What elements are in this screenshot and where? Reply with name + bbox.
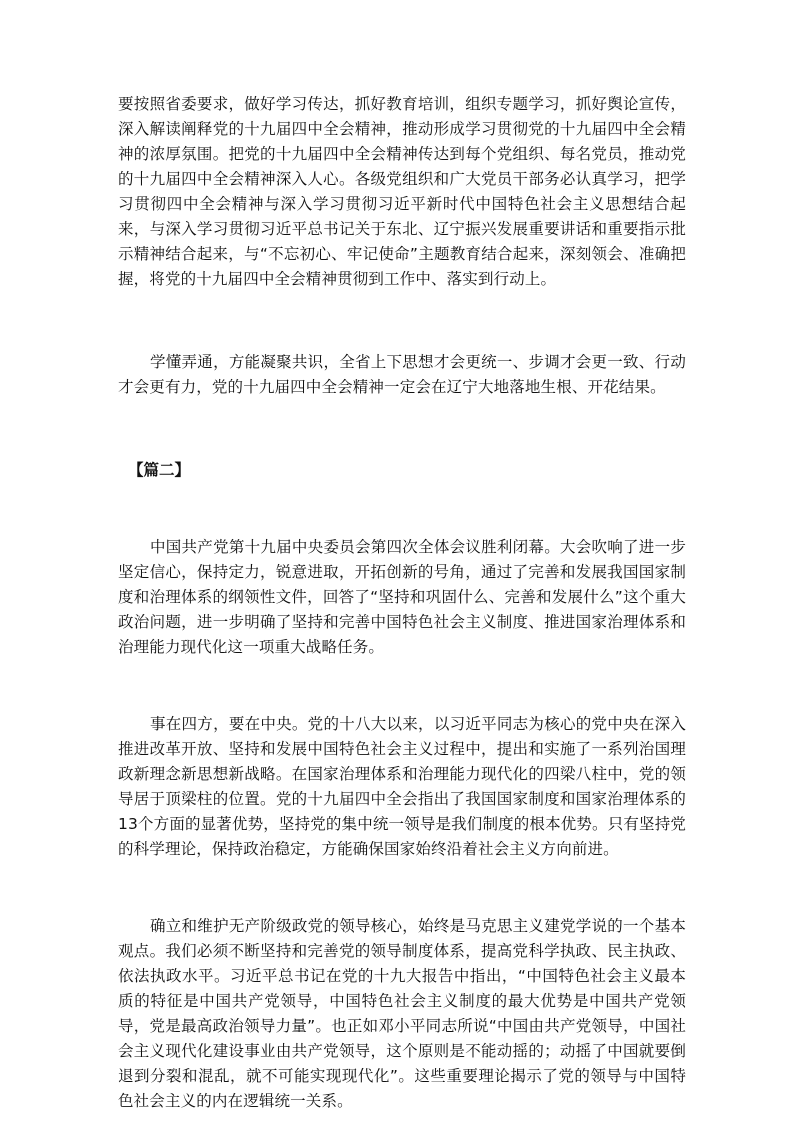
paragraph-central-leadership: 事在四方，要在中央。党的十八大以来，以习近平同志为核心的党中央在深入推进改革开放、坚持和发展中国特色社会主义过程中，提出和实施了一系列治国理政新理念新思想新战略。在国家治理体系和治理能力现代化的四梁八柱中，党的领导居于顶梁柱的位置。党的十九届四中全会指出了我国国家制度和国家治理体系的13个方面的显著优势，坚持党的集中统一领导是我们制度的根本优势。只有坚持党的科学理论，保持政治稳定，方能确保国家始终沿着社会主义方向前进。	[118, 715, 686, 858]
paragraph-study-requirements: 要按照省委要求，做好学习传达，抓好教育培训，组织专题学习，抓好舆论宣传，深入解读阐释党的十九届四中全会精神，推动形成学习贯彻党的十九届四中全会精神的浓厚氛围。把党的十九届四中全会精神传达到每个党组织、每名党员，推动党的十九届四中全会精神深入人心。各级党组织和广大党员干部务必认真学习，把学习贯彻四中全会精神与深入学习贯彻习近平新时代中国特色社会主义思想结合起来，与深入学习贯彻习近平总书记关于东北、辽宁振兴发展重要讲话和重要指示批示精神结合起来，与“不忘初心、牢记使命”主题教育结合起来，深刻领会、准确把握，将党的十九届四中全会精神贯彻到工作中、落实到行动上。	[118, 95, 686, 288]
section-heading: 【篇二】	[128, 461, 191, 479]
paragraph-party-leadership-core: 确立和维护无产阶级政党的领导核心，始终是马克思主义建党学说的一个基本观点。我们必须不断坚持和完善党的领导制度体系，提高党科学执政、民主执政、依法执政水平。习近平总书记在党的十九大报告中指出，“中国特色社会主义最本质的特征是中国共产党领导，中国特色社会主义制度的最大优势是中国共产党领导，党是最高政治领导力量”。也正如邓小平同志所说“中国由共产党领导，中国社会主义现代化建设事业由共产党领导，这个原则是不能动摇的；动摇了中国就要倒退到分裂和混乱，就不可能实现现代化”。这些重要理论揭示了党的领导与中国特色社会主义的内在逻辑统一关系。	[118, 917, 686, 1110]
paragraph-spacer	[118, 400, 686, 458]
paragraph-plenary-closing: 中国共产党第十九届中央委员会第四次全体会议胜利闭幕。大会吹响了进一步坚定信心，保持定力，锐意进取，开拓创新的号角，通过了完善和发展我国国家制度和治理体系的纲领性文件，回答了“坚持和巩固什么、完善和发展什么”这个重大政治问题，进一步明确了坚持和完善中国特色社会主义制度、推进国家治理体系和治理能力现代化这一项重大战略任务。	[118, 538, 686, 656]
paragraph-spacer	[118, 483, 686, 535]
paragraph-spacer	[118, 660, 686, 712]
paragraph-spacer	[118, 292, 686, 350]
document-body	[118, 92, 686, 1114]
paragraph-consensus: 学懂弄通，方能凝聚共识，全省上下思想才会更统一、步调才会更一致、行动才会更有力，党的十九届四中全会精神一定会在辽宁大地落地生根、开花结果。	[118, 353, 686, 396]
paragraph-spacer	[118, 862, 686, 914]
